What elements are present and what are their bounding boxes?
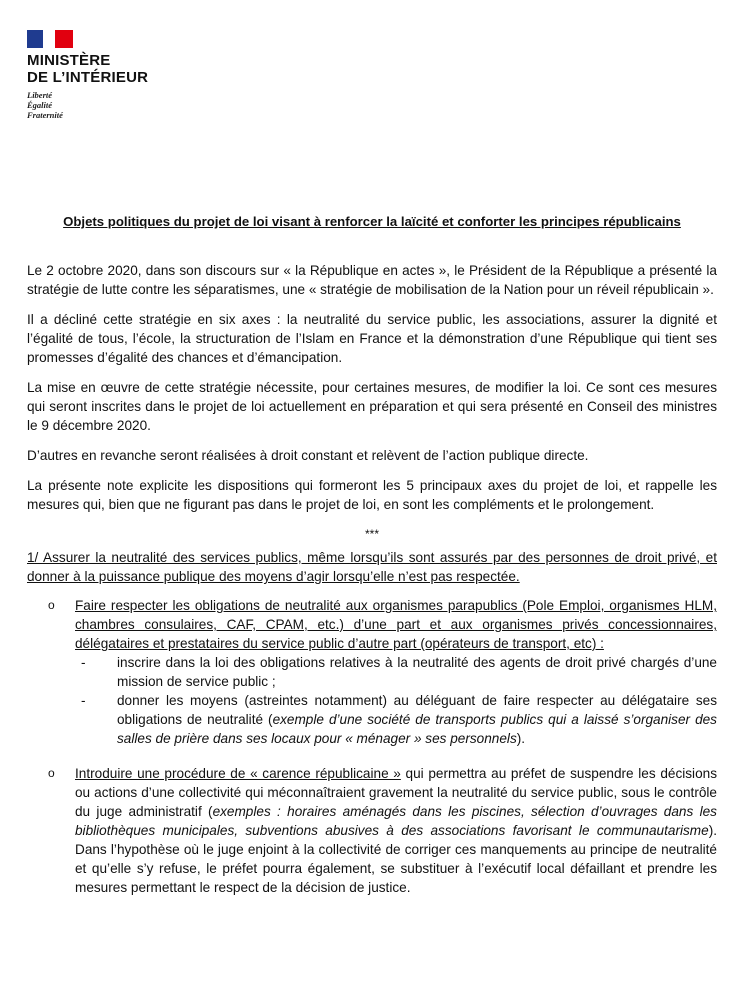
paragraph-5: La présente note explicite les dispositions qui formeront les 5 principaux axes du projet de loi, et rappelle les mesures qui, bien que ne figurant pas dans le projet de loi, en sont les compléments et le prolongement. — [27, 478, 717, 512]
motto-egalite: Égalité — [27, 100, 53, 110]
ministry-name-line1: MINISTÈRE — [27, 52, 111, 69]
bullet-1-heading: Faire respecter les obligations de neutralité aux organismes parapublics (Pole Emploi, organismes HLM, chambres consulaires, CAF, CPAM, etc.) d’une part et aux organismes privés concessionnaires, délégataires et prestataires du service public d’autre part (opérateurs de transport, etc) : — [75, 598, 717, 651]
bullet-circle-icon: o — [48, 598, 55, 612]
bullet-2-example: exemples : horaires aménagés dans les piscines, sélection d’ouvrages dans les bibliothèques municipales, subventions abusives à des associations favorisant le communautarisme — [75, 804, 717, 838]
bullet-2-text-b: ). Dans l’hypothèse où le juge enjoint à la collectivité de corriger ces manquements au principe de neutralité et qu’elle s’y refuse, le préfet pourra également, se substituer à l’exécutif local défaillant et prendre les mesures permettant le respect de la décision de justice. — [75, 823, 717, 895]
french-flag-icon — [27, 30, 73, 48]
sub-item-1 — [75, 653, 717, 691]
bullet-neutrality-obligations — [27, 596, 717, 748]
paragraph-3: La mise en œuvre de cette stratégie nécessite, pour certaines mesures, de modifier la loi. Ce sont ces mesures qui seront inscrites dans le projet de loi actuellement en préparation et qui sera présenté en Conseil des ministres le 9 décembre 2020. — [27, 380, 717, 433]
section-separator: *** — [364, 527, 379, 541]
paragraph-2: Il a décliné cette stratégie en six axes : la neutralité du service public, les associations, assurer la dignité et l’égalité de tous, l’école, la structuration de l’Islam en France et la démonstration d’une République qui tient ses promesses d’égalité des chances et d’émancipation. — [27, 312, 717, 365]
sub-item-2-example: exemple d’une société de transports publics qui a laissé s’organiser des salles de prière dans ses locaux pour « ménager » ses personnels — [117, 712, 717, 746]
dash-icon: - — [81, 655, 86, 670]
section-1-heading: 1/ Assurer la neutralité des services publics, même lorsqu’ils sont assurés par des personnes de droit privé, et donner à la puissance publique des moyens d’agir lorsqu’elle n’est pas respectée. — [27, 550, 717, 584]
motto-fraternite: Fraternité — [27, 110, 63, 120]
flag-blue-stripe — [27, 30, 43, 48]
bullet-2-text — [75, 764, 717, 897]
paragraph-1: Le 2 octobre 2020, dans son discours sur « la République en actes », le Président de la République a présenté la stratégie de lutte contre les séparatismes, une « stratégie de mobilisation de la Nation pour un réveil républicain ». — [27, 263, 717, 297]
sub-item-2-end: ). — [516, 731, 526, 746]
bullet-carence-republicaine — [27, 764, 717, 897]
flag-white-stripe — [43, 30, 55, 48]
sub-item-2-text: donner les moyens (astreintes notamment) au déléguant de faire respecter au délégataire ses obligations de neutralité ( — [117, 693, 717, 727]
dash-icon: - — [81, 693, 86, 708]
motto-liberte: Liberté — [27, 90, 53, 100]
sub-item-1-text: inscrire dans la loi des obligations relatives à la neutralité des agents de droit privé chargés d’une mission de service public ; — [117, 655, 717, 689]
document-body — [27, 212, 717, 913]
document-title: Objets politiques du projet de loi visant à renforcer la laïcité et conforter les principes républicains — [63, 214, 681, 229]
ministry-logo — [27, 30, 197, 120]
paragraph-4: D’autres en revanche seront réalisées à droit constant et relèvent de l’action publique directe. — [27, 448, 589, 463]
flag-red-stripe — [55, 30, 73, 48]
sub-item-2 — [75, 691, 717, 748]
republic-motto — [27, 90, 197, 120]
ministry-name — [27, 52, 197, 86]
bullet-2-text-a: qui permettra au préfet de suspendre les décisions ou actions d’une collectivité qui méconnaîtraient gravement la neutralité du service public, sous le contrôle du juge administratif ( — [75, 766, 717, 819]
ministry-name-line2: DE L’INTÉRIEUR — [27, 69, 149, 86]
bullet-2-heading: Introduire une procédure de « carence républicaine » — [75, 766, 401, 781]
bullet-circle-icon: o — [48, 766, 55, 780]
